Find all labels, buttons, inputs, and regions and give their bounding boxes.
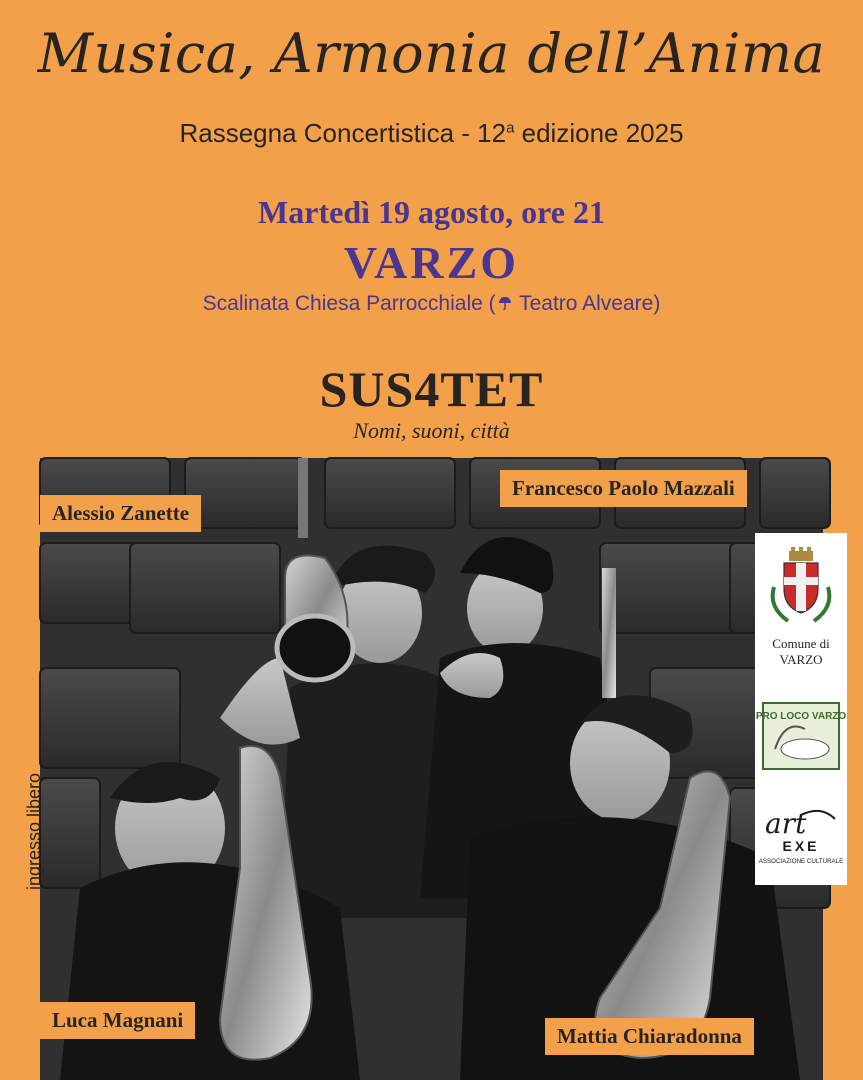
festival-title: Musica, Armonia dell’Anima bbox=[37, 22, 826, 85]
subtitle-main: Rassegna Concertistica - 12 bbox=[179, 118, 507, 148]
band-photo bbox=[40, 458, 823, 1080]
assoc-logo-text: ASSOCIAZIONE CULTURALE bbox=[758, 858, 844, 865]
sponsor-strip bbox=[755, 533, 847, 885]
band-tagline: Nomi, suoni, città bbox=[353, 418, 510, 443]
proloco-label: PRO LOCO VARZO bbox=[755, 711, 847, 722]
venue-main: Scalinata Chiesa Parrocchiale ( bbox=[202, 292, 496, 315]
art-logo-text: art bbox=[765, 807, 807, 840]
comune-name: VARZO bbox=[779, 652, 823, 667]
subtitle-edition: edizione 2025 bbox=[514, 118, 684, 148]
festival-subtitle bbox=[0, 118, 863, 149]
exe-logo-text: EXE bbox=[782, 838, 820, 854]
event-city: VARZO bbox=[343, 237, 520, 288]
free-entry-note bbox=[4, 720, 44, 890]
subtitle-ordinal: a bbox=[506, 119, 515, 137]
band-name: SUS4TET bbox=[319, 361, 544, 417]
musician-label-alessio: Alessio Zanette bbox=[40, 495, 201, 532]
musician-label-luca: Luca Magnani bbox=[40, 1002, 195, 1039]
comune-label: Comune di bbox=[772, 636, 830, 651]
pro-loco-logo bbox=[755, 703, 847, 769]
sponsor-comune bbox=[755, 547, 847, 668]
free-entry-text: ingresso libero bbox=[24, 772, 44, 890]
art-exe-logo bbox=[758, 805, 844, 875]
coat-of-arms-icon bbox=[766, 547, 836, 627]
musician-label-mattia: Mattia Chiaradonna bbox=[545, 1018, 754, 1055]
event-date: Martedì 19 agosto, ore 21 bbox=[258, 194, 605, 230]
musician-label-francesco: Francesco Paolo Mazzali bbox=[500, 470, 747, 507]
umbrella-icon bbox=[498, 292, 512, 316]
event-venue bbox=[0, 292, 863, 316]
venue-alternative: Teatro Alveare) bbox=[513, 292, 661, 315]
